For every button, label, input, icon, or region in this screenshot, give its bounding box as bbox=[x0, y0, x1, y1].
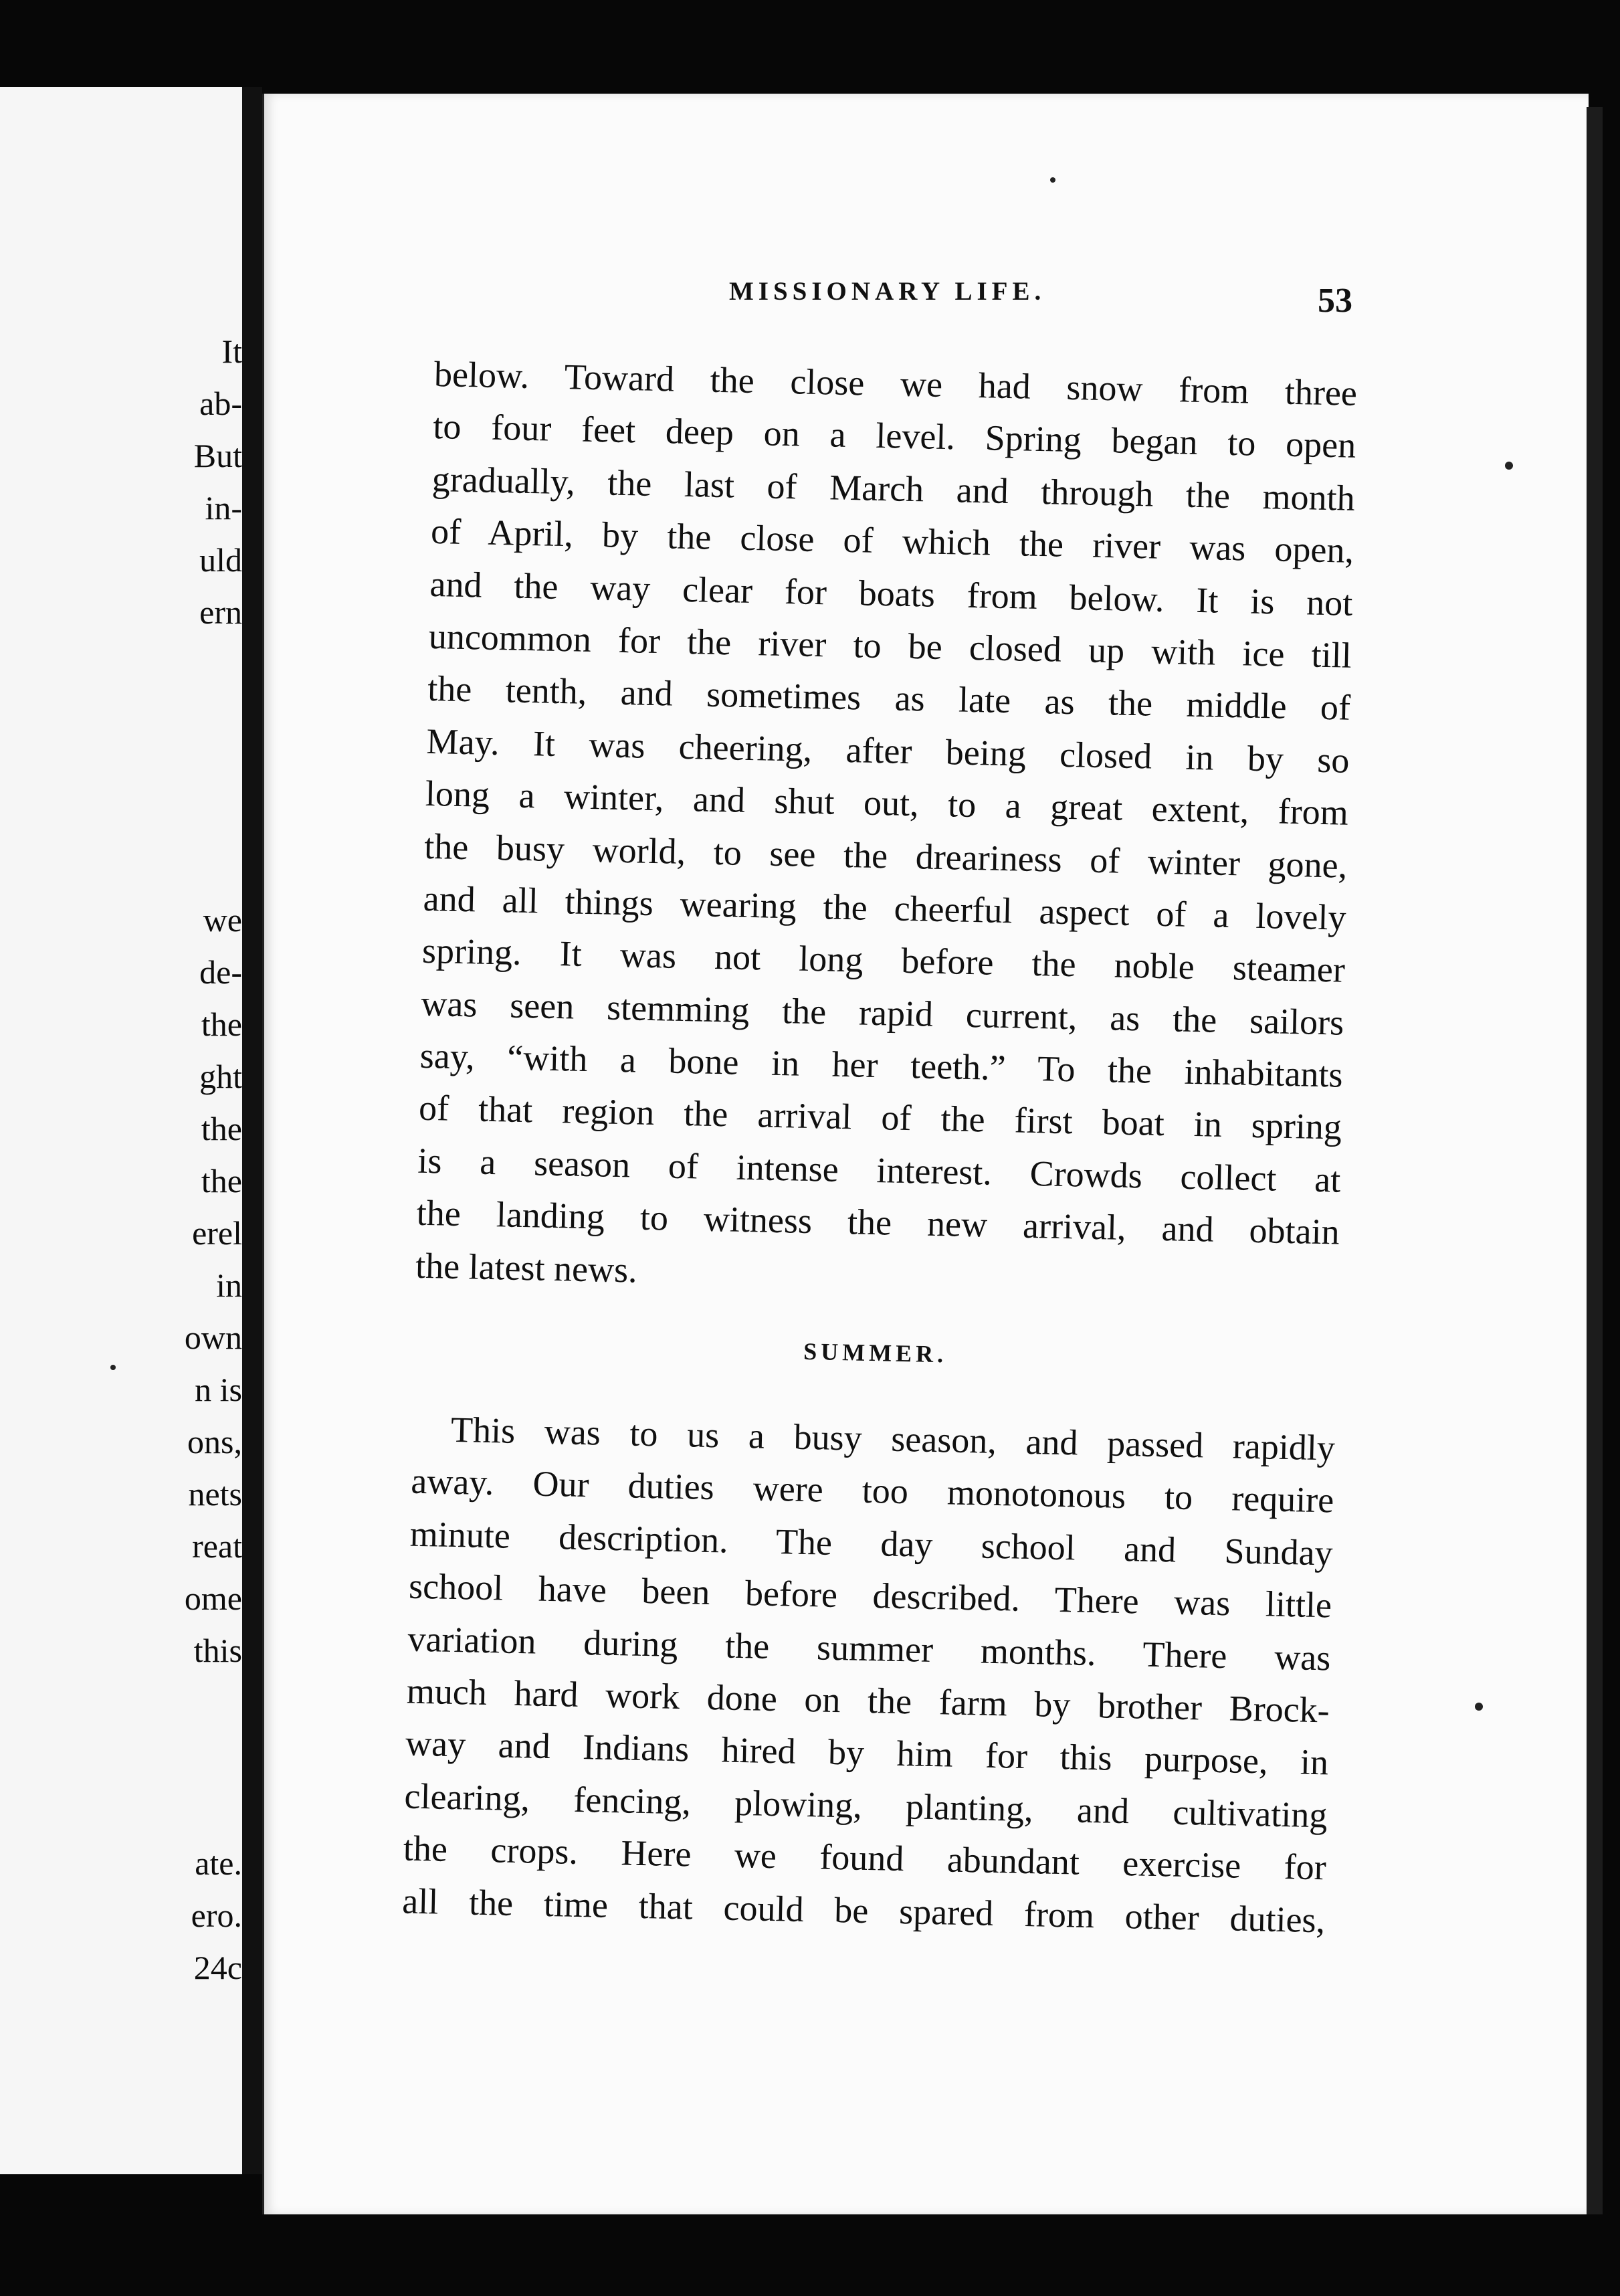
text-line: say, “with a bone in her teeth.” To the inhabitants bbox=[419, 1035, 1344, 1095]
text-line: May. It was cheering, after being closed in by so bbox=[426, 721, 1350, 781]
page-edge bbox=[1587, 107, 1603, 2214]
left-page-fragment: reat bbox=[192, 1527, 242, 1565]
text-line: way and Indians hired by him for this purpose, in bbox=[405, 1723, 1329, 1783]
left-page-fragment: uld bbox=[199, 541, 242, 579]
text-line: was seen stemming the rapid current, as the sailors bbox=[420, 983, 1344, 1043]
left-page-fragment: ome bbox=[184, 1580, 242, 1617]
left-page-fragment: ab- bbox=[199, 385, 242, 422]
text-line: and all things wearing the cheerful aspect of a lovely bbox=[423, 878, 1347, 938]
paragraph bbox=[402, 1403, 1336, 1947]
print-speck bbox=[1505, 462, 1513, 470]
text-line: much hard work done on the farm by brother Brock- bbox=[406, 1670, 1330, 1731]
body-text bbox=[402, 348, 1358, 1946]
left-page-fragment: de- bbox=[199, 953, 242, 991]
left-page-fragment: ero. bbox=[191, 1897, 242, 1934]
text-line: all the time that could be spared from other duties, bbox=[401, 1881, 1326, 1940]
left-page-fragment: this bbox=[193, 1632, 242, 1669]
left-page-fragment: n is bbox=[195, 1371, 242, 1408]
left-page-fragment: we bbox=[203, 901, 242, 939]
left-page-fragment: the bbox=[201, 1110, 242, 1147]
text-line: the tenth, and sometimes as late as the middle of bbox=[427, 668, 1351, 729]
text-line: the busy world, to see the dreariness of winter gone, bbox=[423, 826, 1348, 886]
text-line: of that region the arrival of the first boat in spring bbox=[418, 1088, 1342, 1148]
text-line: long a winter, and shut out, to a great extent, from bbox=[425, 773, 1349, 833]
text-line: the latest news. bbox=[415, 1245, 638, 1290]
text-line: is a season of intense interest. Crowds collect at bbox=[417, 1140, 1341, 1200]
print-speck bbox=[1050, 177, 1055, 183]
text-line: variation during the summer months. There was bbox=[407, 1618, 1331, 1679]
left-page-fragment: ght bbox=[199, 1058, 242, 1095]
print-speck bbox=[110, 1365, 116, 1370]
text-line: school have been before described. There was little bbox=[408, 1565, 1332, 1626]
text-line: of April, by the close of which the river was open, bbox=[430, 511, 1354, 571]
left-page-fragment: erel bbox=[192, 1214, 242, 1252]
text-line: clearing, fencing, plowing, planting, and cultivating bbox=[404, 1776, 1328, 1836]
text-line: uncommon for the river to be closed up with ice till bbox=[428, 615, 1352, 676]
section-heading: SUMMER. bbox=[803, 1337, 948, 1368]
book-gutter bbox=[242, 87, 262, 2174]
left-page-fragment: But bbox=[193, 437, 242, 474]
text-line: away. Our duties were too monotonous to require bbox=[410, 1461, 1334, 1521]
text-line: the crops. Here we found abundant exercise for bbox=[403, 1828, 1327, 1888]
left-page-fragment: in- bbox=[205, 489, 242, 527]
paragraph bbox=[415, 348, 1357, 1311]
left-page-fragment: 24c bbox=[193, 1949, 242, 1986]
text-line: This was to us a busy season, and passed rapidly bbox=[450, 1409, 1336, 1468]
left-page-fragment: own bbox=[184, 1319, 242, 1356]
text-line: the landing to witness the new arrival, and obtain bbox=[416, 1192, 1340, 1252]
text-line: gradually, the last of March and through the month bbox=[431, 458, 1356, 518]
left-page-fragment: It bbox=[221, 332, 242, 370]
text-line: to four feet deep on a level. Spring began to open bbox=[432, 406, 1356, 466]
running-head: MISSIONARY LIFE. bbox=[729, 277, 1046, 306]
left-page-fragment: the bbox=[201, 1006, 242, 1043]
text-line: below. Toward the close we had snow from three bbox=[433, 353, 1358, 413]
left-page-fragment: ons, bbox=[187, 1423, 242, 1460]
print-speck bbox=[1475, 1703, 1483, 1711]
left-page-fragment: the bbox=[201, 1162, 242, 1200]
left-page-fragment: nets bbox=[188, 1475, 242, 1513]
left-page-fragment: in bbox=[216, 1266, 242, 1304]
page-number: 53 bbox=[1318, 282, 1352, 320]
left-page-fragment: ate. bbox=[195, 1844, 242, 1882]
left-page-fragment: ern bbox=[199, 593, 242, 631]
text-line: spring. It was not long before the noble steamer bbox=[421, 931, 1346, 990]
text-line: and the way clear for boats from below. It is not bbox=[429, 563, 1353, 624]
left-facing-page bbox=[0, 87, 245, 2174]
text-line: minute description. The day school and Sunday bbox=[409, 1513, 1334, 1573]
